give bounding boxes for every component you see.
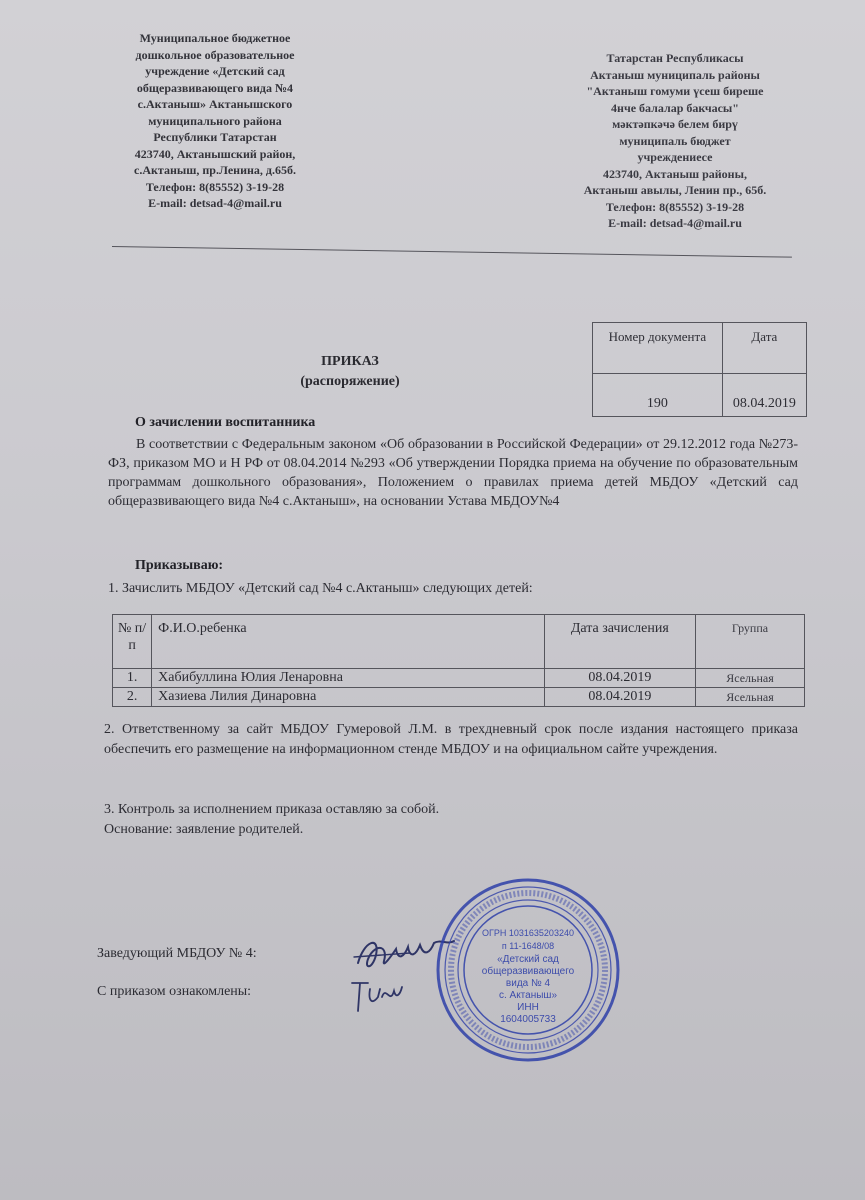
header-line: 423740, Актаныш районы,	[603, 166, 747, 181]
number-label: Номер документа	[593, 323, 723, 374]
document-number: 190	[593, 374, 723, 417]
official-stamp	[434, 876, 622, 1064]
header-line: Актаныш авылы, Ленин пр., 65б.	[583, 183, 767, 197]
document-number-table	[592, 322, 807, 417]
org-header-tatar	[545, 50, 805, 232]
head-signature-label: Заведующий МБДОУ № 4:	[97, 946, 257, 961]
header-line: учреждениесе	[637, 150, 713, 164]
children-table	[112, 614, 805, 707]
svg-text:п 11-1648/08: п 11-1648/08	[501, 941, 555, 951]
header-line: муниципаль бюджет	[619, 133, 731, 148]
col-name-header: Ф.И.О.ребенка	[152, 615, 545, 669]
header-line: с.Актаныш» Актанышского	[137, 97, 293, 111]
header-line: Телефон: 8(85552) 3-19-28	[145, 179, 285, 194]
svg-text:общеразвивающего: общеразвивающего	[481, 966, 575, 977]
group-name: Ясельная	[695, 688, 804, 707]
order-basis: Основание: заявление родителей.	[104, 822, 304, 837]
col-date-header: Дата зачисления	[544, 615, 695, 669]
col-group-header: Группа	[695, 615, 804, 669]
child-name: Хазиева Лилия Динаровна	[152, 688, 545, 707]
header-line: Муниципальное бюджетное	[139, 31, 291, 45]
col-number-header: № п/п	[113, 615, 152, 669]
header-line: муниципального района	[148, 113, 282, 128]
header-line: "Актаныш гомуми үсеш биреше	[586, 84, 764, 98]
header-line: E-mail: detsad-4@mail.ru	[148, 196, 282, 210]
row-number: 2.	[113, 688, 152, 707]
header-line: 4нче балалар бакчасы"	[611, 100, 739, 115]
svg-text:«Детский сад: «Детский сад	[497, 954, 559, 965]
svg-text:ОГРН 1031635203240: ОГРН 1031635203240	[482, 928, 574, 938]
header-line: учреждение «Детский сад	[145, 64, 285, 78]
order-item-3: 3. Контроль за исполнением приказа оставляю за собой.	[104, 802, 440, 817]
header-line: с.Актаныш, пр.Ленина, д.65б.	[134, 163, 296, 177]
header-line: E-mail: detsad-4@mail.ru	[608, 216, 742, 230]
svg-text:вида № 4: вида № 4	[505, 978, 551, 989]
header-line: 423740, Актанышский район,	[134, 146, 296, 161]
date-label: Дата	[722, 323, 806, 374]
svg-text:ИНН: ИНН	[517, 1002, 539, 1013]
preamble-paragraph: В соответствии с Федеральным законом «Об образовании в Российской Федерации» от 29.12.2012 года №273-ФЗ, приказом МО и Н РФ от 08.04.2014 №293 «Об утверждении Порядка приема на обучение по образовательным программам дошкольного образования», Положением о правилах приема детей МБДОУ «Детский сад общеразвивающего вида №4 с.Актаныш», на основании Устава МБДОУ№4	[108, 437, 798, 509]
document-title	[280, 352, 420, 392]
header-line: Телефон: 8(85552) 3-19-28	[605, 199, 745, 214]
header-line: Республики Татарстан	[153, 130, 277, 144]
acquainted-label: С приказом ознакомлены:	[97, 984, 252, 999]
initials-mark	[346, 975, 406, 1015]
table-row	[113, 688, 805, 707]
enroll-date: 08.04.2019	[544, 669, 695, 688]
order-subject: О зачислении воспитанника	[135, 415, 316, 430]
enroll-date: 08.04.2019	[544, 688, 695, 707]
child-name: Хабибуллина Юлия Ленаровна	[152, 669, 545, 688]
table-row	[113, 669, 805, 688]
table-header-row	[113, 615, 805, 669]
header-line: общеразвивающего вида №4	[136, 80, 294, 95]
group-name: Ясельная	[695, 669, 804, 688]
header-line: Актаныш муниципаль районы	[590, 67, 760, 82]
title-sub: (распоряжение)	[300, 374, 400, 389]
svg-text:1604005733: 1604005733	[500, 1014, 556, 1025]
title-main: ПРИКАЗ	[321, 354, 379, 369]
header-line: Татарстан Республикасы	[606, 51, 744, 65]
header-line: мәктәпкәчә белем бирү	[612, 117, 738, 131]
order-items-3	[104, 800, 798, 840]
header-line: дошкольное образовательное	[135, 47, 295, 62]
svg-text:с. Актаныш»: с. Актаныш»	[498, 990, 558, 1001]
order-item-1: 1. Зачислить МБДОУ «Детский сад №4 с.Актаныш» следующих детей:	[108, 581, 533, 596]
order-word: Приказываю:	[135, 558, 224, 573]
order-item-2: 2. Ответственному за сайт МБДОУ Гумеровой Л.М. в трехдневный срок после издания настоящего приказа обеспечить его размещение на информационном стенде МБДОУ и на официальном сайте учреждения.	[104, 722, 798, 757]
org-header-russian	[95, 30, 335, 212]
header-divider	[112, 246, 792, 258]
row-number: 1.	[113, 669, 152, 688]
document-date: 08.04.2019	[722, 374, 806, 417]
